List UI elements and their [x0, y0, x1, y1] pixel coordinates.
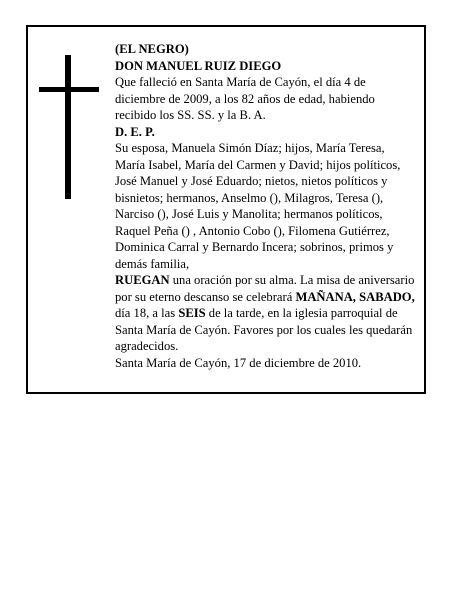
cross-vertical-bar	[65, 55, 71, 199]
mass-announcement	[115, 272, 415, 355]
obituary-notice	[26, 25, 426, 394]
family-list: Su esposa, Manuela Simón Díaz; hijos, María Teresa, María Isabel, María del Carmen y David; hijos políticos, José Manuel y José Eduardo; nietos, nietos políticos y bisnietos; hermanos, Anselmo (), Milagros, Teresa (), Narciso (), José Luis y Manolita; hermanos políticos, Raquel Peña () , Antonio Cobo (), Filomena Gutiérrez, Dominica Carral y Bernardo Incera; sobrinos, primos y demás familia,	[115, 141, 401, 271]
mass-day-rest: día 18, a las	[115, 306, 179, 320]
dep-line: D. E. P.	[115, 124, 155, 139]
mass-intro: una oración por su alma. La misa de aniversario por su eterno descanso se celebrará	[115, 273, 415, 304]
notice-text	[115, 41, 415, 371]
cross-icon	[39, 55, 99, 199]
mass-time: SEIS	[178, 306, 206, 320]
ruegan-word: RUEGAN	[115, 273, 170, 287]
place-date: Santa María de Cayón, 17 de diciembre de 2010.	[115, 355, 362, 370]
death-info: Que falleció en Santa María de Cayón, el día 4 de diciembre de 2009, a los 82 años de edad, habiendo recibido los SS. SS. y la B. A.	[115, 75, 375, 122]
deceased-name: DON MANUEL RUIZ DIEGO	[115, 58, 282, 73]
mass-day: MAÑANA, SABADO,	[295, 289, 415, 304]
deceased-nickname: (EL NEGRO)	[115, 42, 189, 56]
mass-place: de la tarde, en la iglesia parroquial de Santa María de Cayón. Favores por los cuales les quedarán agradecidos.	[115, 306, 413, 353]
cross-horizontal-bar	[39, 87, 99, 92]
